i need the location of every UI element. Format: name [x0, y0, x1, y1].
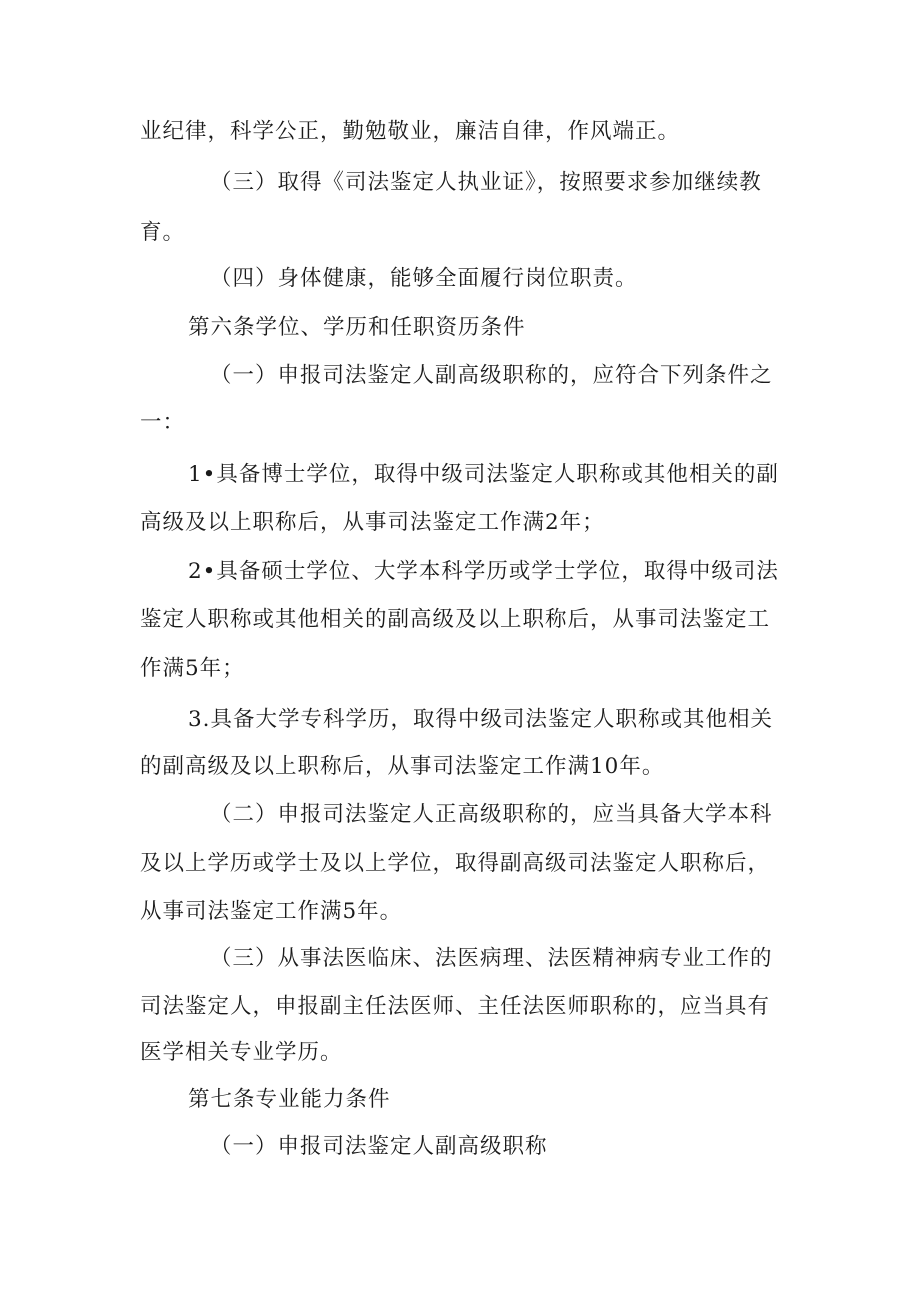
- text-line: 从事司法鉴定工作满5年。: [140, 899, 403, 924]
- text-line: 2•具备硕士学位、大学本科学历或学士学位，取得中级司法: [188, 559, 779, 584]
- text-line: 鉴定人职称或其他相关的副高级及以上职称后，从事司法鉴定工: [140, 607, 771, 632]
- text-line: 司法鉴定人，申报副主任法医师、主任法医师职称的，应当具有: [140, 994, 771, 1019]
- text-line: 高级及以上职称后，从事司法鉴定工作满2年；: [140, 510, 605, 535]
- section-heading: 第七条专业能力条件: [188, 1087, 391, 1112]
- text-line: 3.具备大学专科学历，取得中级司法鉴定人职称或其他相关: [188, 707, 774, 732]
- text-line: （一）申报司法鉴定人副高级职称的，应符合下列条件之: [210, 363, 773, 388]
- text-line: （三）从事法医临床、法医病理、法医精神病专业工作的: [210, 946, 773, 971]
- text-line: （四）身体健康，能够全面履行岗位职责。: [210, 266, 638, 291]
- text-line: （二）申报司法鉴定人正高级职称的，应当具备大学本科: [210, 802, 773, 827]
- text-line: 一：: [140, 410, 186, 435]
- text-line: 育。: [140, 220, 186, 245]
- text-line: （三）取得《司法鉴定人执业证》，按照要求参加继续教: [210, 170, 762, 195]
- text-line: 的副高级及以上职称后，从事司法鉴定工作满10年。: [140, 754, 665, 779]
- text-line: 医学相关专业学历。: [140, 1040, 343, 1065]
- section-heading: 第六条学位、学历和任职资历条件: [188, 315, 526, 340]
- text-line: 1•具备博士学位，取得中级司法鉴定人职称或其他相关的副: [188, 462, 779, 487]
- text-line: 及以上学历或学士及以上学位，取得副高级司法鉴定人职称后，: [140, 851, 771, 876]
- text-line: 业纪律，科学公正，勤勉敬业，廉洁自律，作风端正。: [140, 119, 681, 144]
- text-line: （一）申报司法鉴定人副高级职称: [210, 1134, 548, 1159]
- text-line: 作满5年；: [140, 656, 245, 681]
